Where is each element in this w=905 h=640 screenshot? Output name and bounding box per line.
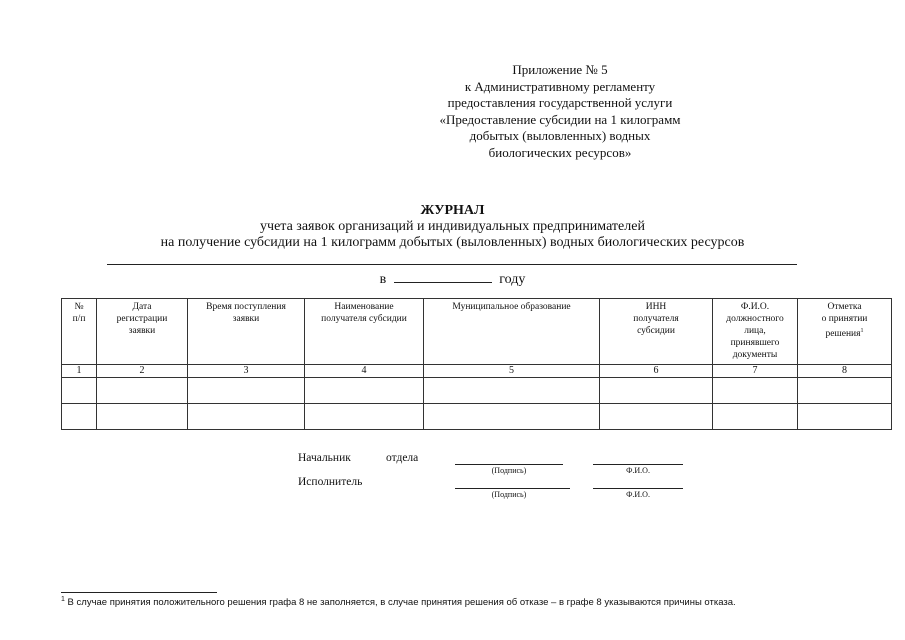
- executor-label: Исполнитель: [298, 476, 363, 488]
- column-number: 2: [97, 365, 188, 378]
- appendix-line: Приложение № 5: [512, 62, 608, 77]
- header-text: ИНН получателя субсидии: [633, 302, 679, 336]
- footnote-number: 1: [61, 596, 65, 603]
- header-cell-decision-mark: [798, 299, 892, 365]
- header-text: Время поступления заявки: [206, 302, 286, 324]
- executor-name-caption: Ф.И.О.: [626, 490, 650, 499]
- header-cell-official-name: [713, 299, 798, 365]
- header-cell-arrival-time: [188, 299, 305, 365]
- table-cell[interactable]: [62, 378, 97, 404]
- table-cell[interactable]: [798, 404, 892, 430]
- head-name-caption: Ф.И.О.: [626, 466, 650, 475]
- head-name-line[interactable]: [593, 464, 683, 465]
- year-line: [0, 270, 905, 288]
- appendix-line: к Административному регламенту: [464, 78, 656, 94]
- table-cell[interactable]: [97, 404, 188, 430]
- table-header-row: [62, 299, 892, 365]
- header-text: № п/п: [72, 302, 86, 324]
- header-text: Отметка о принятии решения: [821, 302, 868, 340]
- executor-signature-line[interactable]: [455, 488, 570, 489]
- column-number: 8: [798, 365, 892, 378]
- year-blank-field[interactable]: [394, 270, 492, 283]
- appendix-line: «Предоставление субсидии на 1 килограмм: [439, 111, 681, 127]
- appendix-line: биологических ресурсов»: [488, 144, 632, 160]
- appendix-line: предоставления государственной услуги: [447, 95, 673, 111]
- header-cell-recipient-name: [305, 299, 424, 365]
- journal-subtitle-2: на получение субсидии на 1 килограмм добытых (выловленных) водных биологических ресурсов: [160, 235, 745, 250]
- table-cell[interactable]: [305, 404, 424, 430]
- header-cell-municipality: [424, 299, 600, 365]
- appendix-line: добытых (выловленных) водных: [469, 128, 651, 144]
- table-cell[interactable]: [188, 378, 305, 404]
- dept-label: отдела: [386, 452, 419, 464]
- header-text: Муниципальное образование: [452, 302, 571, 312]
- table-cell[interactable]: [600, 404, 713, 430]
- table-cell[interactable]: [424, 404, 600, 430]
- head-signature-caption: (Подпись): [491, 466, 527, 475]
- header-text: Ф.И.О. должностного лица, принявшего документы: [726, 302, 784, 360]
- table-column-numbers-row: [62, 365, 892, 378]
- appendix-header: [380, 62, 740, 162]
- year-prefix: в: [379, 272, 387, 287]
- table-cell[interactable]: [305, 378, 424, 404]
- footnote-text: В случае принятия положительного решения графа 8 не заполняется, в случае принятия решения об отказе – в графе 8 указываются причины отказа.: [64, 597, 736, 609]
- table-row: [62, 378, 892, 404]
- year-suffix: году: [499, 272, 526, 287]
- title-rule: [107, 264, 797, 265]
- footnote-mark: 1: [860, 328, 864, 334]
- table-cell[interactable]: [713, 404, 798, 430]
- column-number: 4: [305, 365, 424, 378]
- table-cell[interactable]: [62, 404, 97, 430]
- journal-subtitle-1: учета заявок организаций и индивидуальных предпринимателей: [260, 219, 645, 234]
- journal-title: ЖУРНАЛ: [420, 203, 485, 218]
- header-cell-reg-date: [97, 299, 188, 365]
- table-cell[interactable]: [424, 378, 600, 404]
- table-cell[interactable]: [713, 378, 798, 404]
- table-row: [62, 404, 892, 430]
- header-cell-inn: [600, 299, 713, 365]
- column-number: 3: [188, 365, 305, 378]
- head-label: Начальник: [298, 452, 351, 464]
- footnote: [61, 596, 736, 608]
- table-cell[interactable]: [600, 378, 713, 404]
- header-text: Наименование получателя субсидии: [321, 302, 407, 324]
- header-cell-number: [62, 299, 97, 365]
- table-cell[interactable]: [188, 404, 305, 430]
- head-signature-line[interactable]: [455, 464, 563, 465]
- column-number: 7: [713, 365, 798, 378]
- journal-table: [61, 298, 892, 430]
- column-number: 1: [62, 365, 97, 378]
- header-text: Дата регистрации заявки: [116, 302, 168, 336]
- executor-signature-caption: (Подпись): [491, 490, 527, 499]
- table-cell[interactable]: [798, 378, 892, 404]
- executor-name-line[interactable]: [593, 488, 683, 489]
- column-number: 6: [600, 365, 713, 378]
- footnote-rule: [61, 592, 217, 593]
- column-number: 5: [424, 365, 600, 378]
- table-cell[interactable]: [97, 378, 188, 404]
